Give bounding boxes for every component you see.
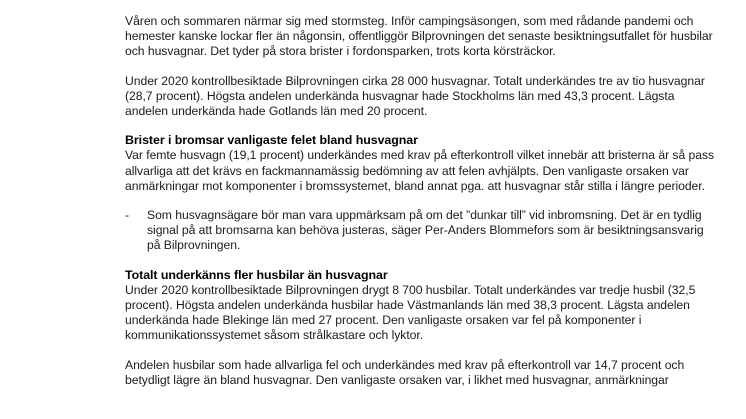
quote-text: Som husvagnsägare bör man vara uppmärksam på om det ”dunkar till” vid inbromsning. Det är en tydlig signal på att bromsarna kan behöva justeras, säger Per-Anders Blommefors som är besiktningsansvarig på Bilprovningen. [147,208,704,253]
document-page [125,14,715,402]
brakes-section [125,133,715,253]
brakes-heading: Brister i bromsar vanligaste felet bland husvagnar [125,133,418,148]
motorhomes-followup: Andelen husbilar som hade allvarliga fel och underkändes med krav på efterkontroll var 14,7 procent och betydligt lägre än bland husvagnar. Den vanligaste orsaken var, i likhet med husvagnar, anmärkningar [125,357,685,387]
brakes-body: Var femte husvagn (19,1 procent) underkändes med krav på efterkontroll vilket innebär att bristerna är så pass allvarliga att det krävs en fackmannamässig bedömning av att felen avhjälpts. Den vanligaste orsaken var anmärkningar mot komponenter i bromssystemet, bland annat pga. att husvagnar står stilla i längre perioder. [125,148,715,193]
intro-paragraph: Våren och sommaren närmar sig med stormsteg. Inför campingsäsongen, som med rådande pandemi och hemester kanske lockar fler än någonsin, offentliggör Bilprovningen det senaste besiktningsutfallet för husbilar och husvagnar. Det tyder på stora brister i fordonsparken, trots korta körsträckor. [125,14,713,59]
bullet-marker: - [125,208,130,223]
motorhomes-heading: Totalt underkänns fler husbilar än husvagnar [125,267,388,282]
motorhomes-section [125,268,715,388]
motorhomes-body: Under 2020 kontrollbesiktade Bilprovningen drygt 8 700 husbilar. Totalt underkändes var tredje husbil (32,5 procent). Högsta andelen underkända husbilar hade Västmanlands län med 38,3 procent. Lägsta andelen underkända hade Blekinge län med 27 procent. Den vanligaste orsaken var fel på komponenter i kommunikationssystemet såsom strålkastare och lyktor. [125,282,696,343]
quote-list-item [125,208,715,254]
caravans-statistics-paragraph: Under 2020 kontrollbesiktade Bilprovningen cirka 28 000 husvagnar. Totalt underkändes tre av tio husvagnar (28,7 procent). Högsta andelen underkända husvagnar hade Stockholms län med 43,3 procent. Lägsta andelen underkända hade Gotlands län med 20 procent. [125,73,705,119]
